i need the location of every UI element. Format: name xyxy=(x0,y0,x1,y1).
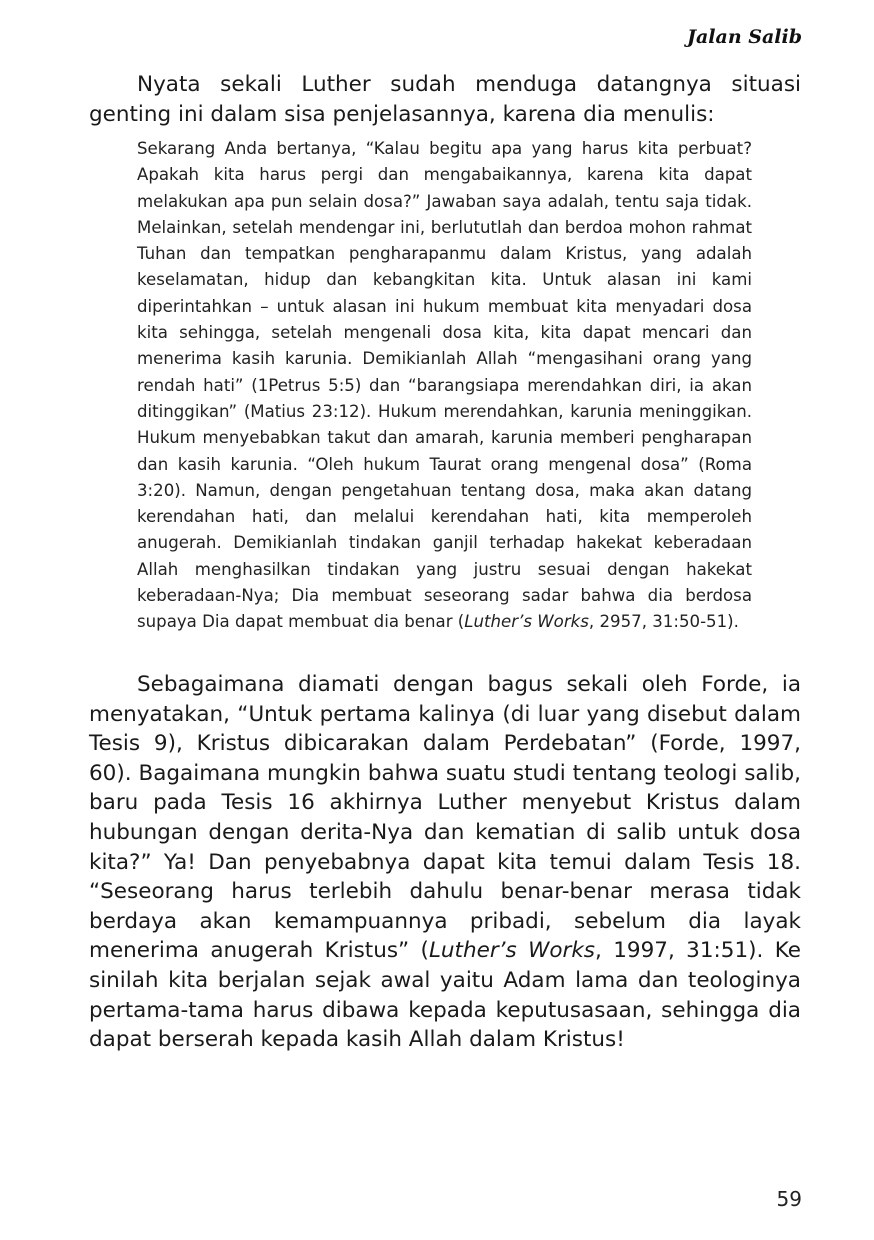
block-quote-citation-title: Luther’s Works xyxy=(464,612,589,632)
running-header: Jalan Salib xyxy=(686,26,802,48)
body-paragraph-citation-title: Luther’s Works xyxy=(428,938,596,964)
body-paragraph-block xyxy=(89,670,801,1055)
block-quote-text: Sekarang Anda bertanya, “Kalau begitu apa yang harus kita perbuat? Apakah kita harus pergi dan mengabaikannya, karena kita dapat melakukan apa pun selain dosa?” Jawaban saya adalah, tentu saja tidak. Melainkan, setelah mendengar ini, berlututlah dan berdoa mohon rahmat Tuhan dan tempatkan pengharapanmu dalam Kristus, yang adalah keselamatan, hidup dan kebangkitan kita. Untuk alasan ini kami diperintahkan – untuk alasan ini hukum membuat kita menyadari dosa kita sehingga, setelah mengenali dosa kita, kita dapat mencari dan menerima kasih karunia. Demikianlah Allah “mengasihani orang yang rendah hati” (1Petrus 5:5) dan “barangsiapa merendahkan diri, ia akan ditinggikan” (Matius 23:12). Hukum merendahkan, karunia meninggikan. Hukum menyebabkan takut dan amarah, karunia memberi pengharapan dan kasih karunia. “Oleh hukum Taurat orang mengenal dosa” (Roma 3:20). Namun, dengan pengetahuan tentang dosa, maka akan datang kerendahan hati, dan melalui kerendahan hati, kita memperoleh anugerah. Demikianlah tindakan ganjil terhadap hakekat keberadaan Allah menghasilkan tindakan yang justru sesuai dengan hakekat keberadaan-Nya; Dia membuat seseorang sadar bahwa dia berdosa supaya Dia dapat membuat dia benar ( xyxy=(137,139,752,632)
body-paragraph-part2: , 1997, 31:51). Ke sinilah kita berjalan sejak awal yaitu Adam lama dan teologinya pertama-tama harus dibawa kepada keputusasaan, sehingga dia dapat berserah kepada kasih Allah dalam Kristus! xyxy=(89,938,801,1053)
intro-paragraph: Nyata sekali Luther sudah menduga datangnya situasi genting ini dalam sisa penjelasannya, karena dia menulis: xyxy=(89,72,801,127)
body-paragraph xyxy=(89,670,801,1055)
block-quote xyxy=(137,136,752,636)
page-number: 59 xyxy=(776,1187,802,1211)
body-paragraph-part1: Sebagaimana diamati dengan bagus sekali oleh Forde, ia menyatakan, “Untuk pertama kalinya (di luar yang disebut dalam Tesis 9), Kristus dibicarakan dalam Perdebatan” (Forde, 1997, 60). Bagaimana mungkin bahwa suatu studi tentang teologi salib, baru pada Tesis 16 akhirnya Luther menyebut Kristus dalam hubungan dengan derita-Nya dan kematian di salib untuk dosa kita?” Ya! Dan penyebabnya dapat kita temui dalam Tesis 18. “Seseorang harus terlebih dahulu benar-benar merasa tidak berdaya akan kemampuannya pribadi, sebelum dia layak menerima anugerah Kristus” ( xyxy=(89,672,801,964)
block-quote-citation-rest: , 2957, 31:50-51). xyxy=(588,612,739,632)
intro-paragraph-block xyxy=(89,70,801,129)
